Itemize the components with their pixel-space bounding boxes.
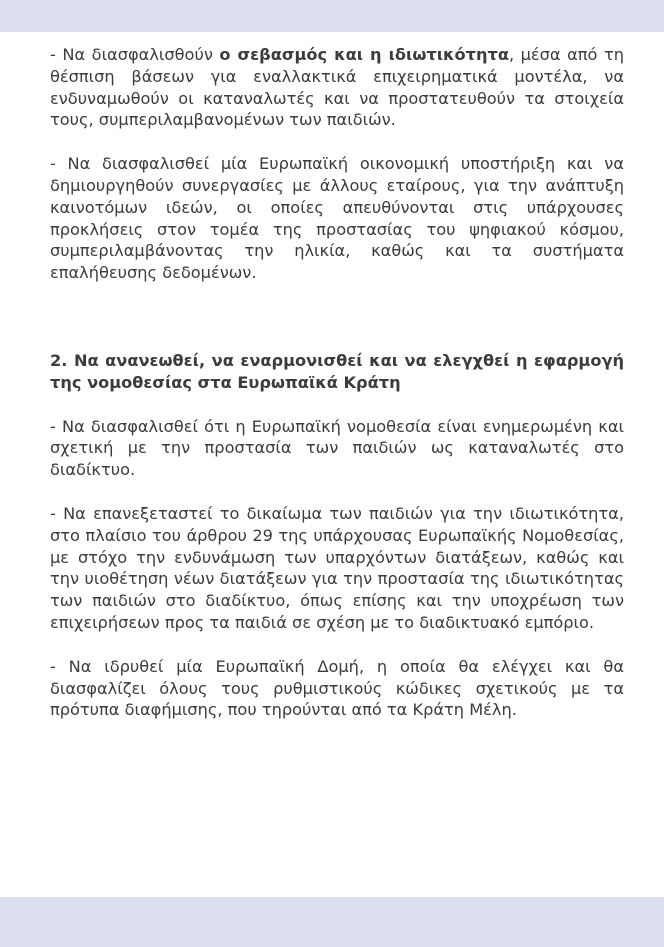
- top-header-band: [0, 0, 664, 32]
- paragraph-prefix: - Να διασφαλισθούν: [50, 45, 220, 64]
- paragraph-respect-privacy: [50, 44, 624, 131]
- section-spacer: [50, 306, 624, 350]
- paragraph-privacy-right: - Να επανεξεταστεί το δικαίωμα των παιδιών για την ιδιωτικότητα, στο πλαίσιο του άρθρου 29 της υπάρχουσας Ευρωπαϊκής Νομοθεσίας, με στόχο την ενδυνάμωση των υπαρχόντων διατάξεων, καθώς και την υιοθέτηση νέων διατάξεων για την προστασία της ιδιωτικότητας των παιδιών στο διαδίκτυο, όπως επίσης και την υποχρέωση των επιχειρήσεων προς τα παιδιά σε σχέση με το διαδικτυακό εμπόριο.: [50, 503, 624, 632]
- bottom-footer-band: [0, 897, 664, 947]
- document-body: [50, 44, 624, 743]
- paragraph-bold-phrase: ο σεβασμός και η ιδιωτικότητα: [219, 45, 509, 64]
- section-heading-legislation: 2. Να ανανεωθεί, να εναρμονισθεί και να ελεγχθεί η εφαρμογή της νομοθεσίας στα Ευρωπαϊκά Κράτη: [50, 350, 624, 392]
- paragraph-suffix: , μέσα από τη θέσπιση βάσεων για εναλλακτικά επιχειρηματικά μοντέλα, να ενδυναμωθούν οι καταναλωτές και να προστατευθούν τα στοιχεία τους, συμπεριλαμβανομένων των παιδιών.: [50, 45, 624, 130]
- paragraph-economic-support: - Να διασφαλισθεί μία Ευρωπαϊκή οικονομική υποστήριξη και να δημιουργηθούν συνεργασίες με άλλους εταίρους, για την ανάπτυξη καινοτόμων ιδεών, οι οποίες απευθύνονται στις υπάρχουσες προκλήσεις στον τομέα της προστασίας του ψηφιακού κόσμου, συμπεριλαμβάνοντας την ηλικία, καθώς και τα συστήματα επαλήθευσης δεδομένων.: [50, 154, 624, 283]
- paragraph-european-structure: - Να ιδρυθεί μία Ευρωπαϊκή Δομή, η οποία θα ελέγχει και θα διασφαλίζει όλους τους ρυθμιστικούς κώδικες σχετικούς με τα πρότυπα διαφήμισης, που τηρούνται από τα Κράτη Μέλη.: [50, 656, 624, 720]
- paragraph-legislation-updated: - Να διασφαλισθεί ότι η Ευρωπαϊκή νομοθεσία είναι ενημερωμένη και σχετική με την προστασία των παιδιών ως καταναλωτές στο διαδίκτυο.: [50, 416, 624, 480]
